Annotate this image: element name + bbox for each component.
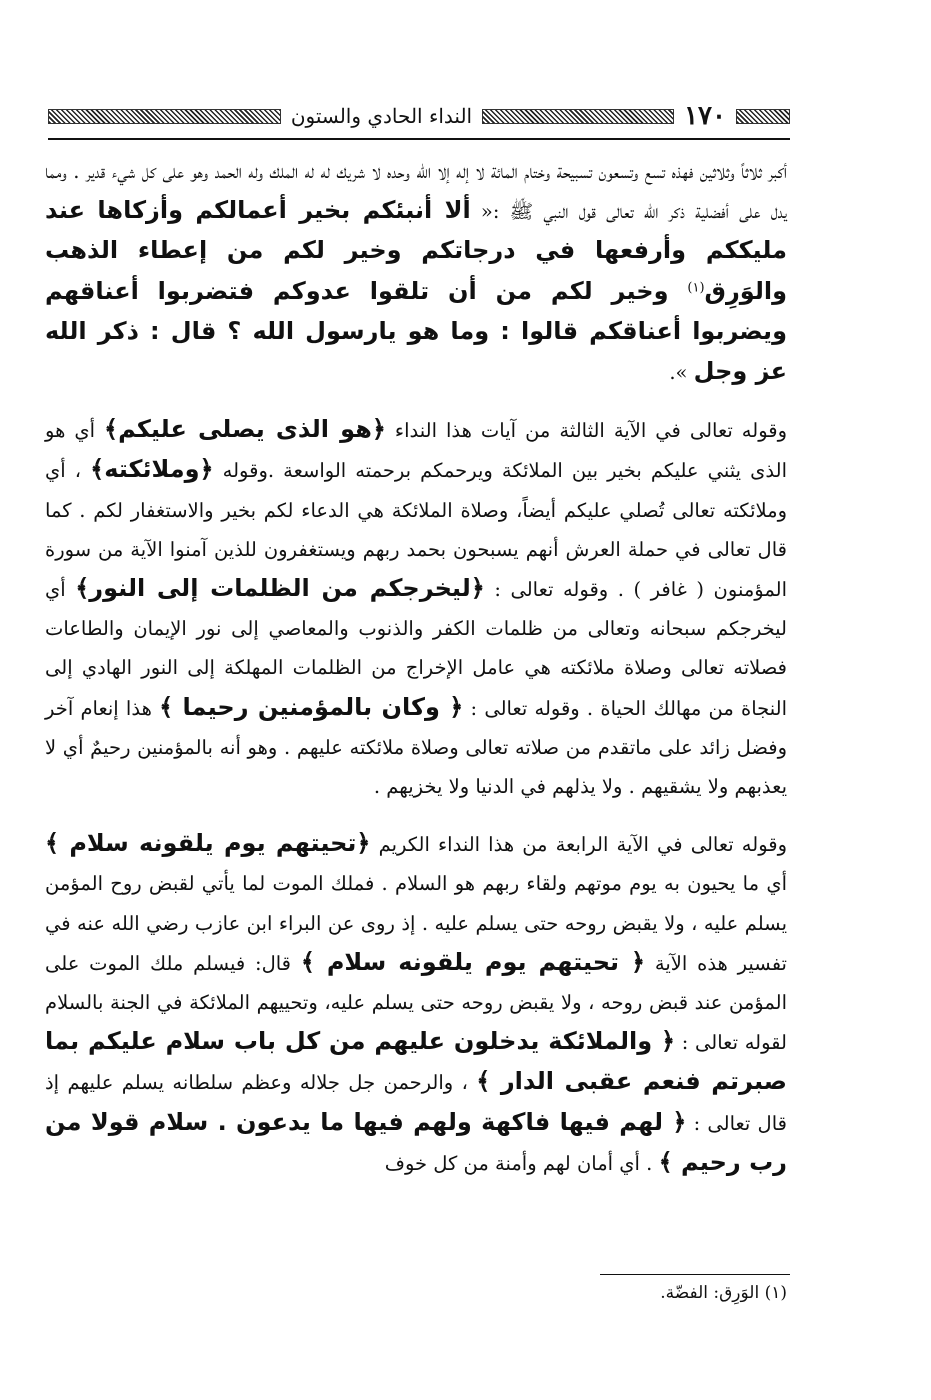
page-number: ١٧٠ bbox=[684, 101, 726, 131]
paragraph bbox=[45, 824, 787, 1183]
body-text-segment: . أي أمان لهم وأمنة من كل خوف bbox=[384, 1151, 659, 1175]
footnote: (١) الوَرِق: الفضّة. bbox=[660, 1283, 787, 1303]
quoted-text: ﴿ لهم فيها فاكهة ولهم فيها ما يدعون . سلام قولا من رب رحيم ﴾ bbox=[45, 1107, 787, 1176]
body-text-segment: ، والرحمن جل جلاله وعظم سلطانه يسلم عليهم إذ قال تعالى : bbox=[45, 1071, 787, 1135]
running-header bbox=[48, 98, 790, 134]
quoted-text: ﴿تحيتهم يوم يلقونه سلام ﴾ bbox=[45, 829, 371, 858]
quoted-text: وخير لكم من أن تلقوا عدوكم فتضربوا أعناقهم ويضربوا أعناقكم قالوا : وما هو يارسول الله ؟ قال : ذكر الله عز وجل bbox=[45, 276, 787, 386]
header-ornament-middle bbox=[482, 109, 674, 124]
quoted-text: ﴿هو الذى يصلى عليكم﴾ bbox=[104, 415, 386, 444]
header-rule bbox=[48, 138, 790, 140]
running-title: النداء الحادي والستون bbox=[290, 104, 473, 128]
body-text bbox=[45, 152, 787, 1183]
quoted-text: ﴿ليخرجكم من الظلمات إلى النور﴾ bbox=[75, 574, 485, 603]
paragraph bbox=[45, 152, 787, 392]
quoted-text: ﴿ والملائكة يدخلون عليهم من كل باب سلام عليكم بما صبرتم فنعم عقبى الدار ﴾ bbox=[45, 1027, 787, 1096]
quoted-text: ألا أنبئكم بخير أعمالكم وأزكاها عند مليككم وأرفعها في درجاتكم وخير لكم من إعطاء الذهب والوَرِق bbox=[45, 196, 787, 305]
body-text-segment: أي ليخرجكم سبحانه وتعالى من ظلمات الكفر والذنوب والمعاصي إلى نور الإيمان والطاعات فصلاته تعالى وصلاة ملائكته هي عامل الإخراج من الظلمات المهلكة إلى النور الهادي إلى النجاة من مهالك الحياة . وقوله تعالى : bbox=[45, 578, 788, 720]
body-text-segment: وقوله تعالى في الآية الرابعة من هذا النداء الكريم bbox=[370, 833, 788, 857]
body-text-segment: أكبر ثلاثاً وثلاثين فهذه تسع وتسعون تسبيحة وختام المائة لا إله إلا الله وحده لا شريك له له الملك وله الحمد وهو على كل شيء قدير . ومما يدل على أفضلية ذكر الله تعالى قول النبي ﷺ :« bbox=[45, 160, 787, 224]
body-text-segment: أي ما يحيون به يوم موتهم ولقاء ربهم هو السلام . فملك الموت لما يأتي لقبض روح المؤمن يسلم عليه ، ولا يقبض روحه حتى يسلم عليه . إذ روى عن البراء ابن عازب رضي الله عنه في تفسير هذه الآية bbox=[45, 872, 787, 975]
body-text-segment: هذا إنعام آخر وفضل زائد على ماتقدم من صلاته تعالى وصلاة ملائكته عليهم . وهو أنه بالمؤمنين رحيمٌ أي لا يعذبهم ولا يشقيهم . ولا يذلهم في الدنيا ولا يخزيهم . bbox=[45, 696, 787, 799]
quoted-text: ﴿ وكان بالمؤمنين رحيما ﴾ bbox=[159, 692, 464, 721]
body-text-segment: ، أي وملائكته تعالى تُصلي عليكم أيضاً، وصلاة الملائكة هي الدعاء لكم بخير والاستغفار لكم . كما قال تعالى في حملة العرش أنهم يسبحون بحمد ربهم ويستغفرون للذين آمنوا الآية من سورة المؤمنون ( غافر ) . وقوله تعالى : bbox=[45, 459, 787, 602]
header-ornament-left bbox=[48, 109, 281, 124]
quoted-text: ﴿ تحيتهم يوم يلقونه سلام ﴾ bbox=[300, 947, 646, 976]
body-text-segment: وقوله تعالى في الآية الثالثة من آيات هذا النداء bbox=[385, 419, 788, 443]
body-text-segment: ». bbox=[669, 361, 694, 385]
body-text-segment: قال: فيسلم ملك الموت على المؤمن عند قبض روحه ، ولا يقبض روحه حتى يسلم عليه، وتحييهم الملائكة في الجنة بالسلام لقوله تعالى : bbox=[45, 951, 787, 1055]
footnote-rule bbox=[600, 1274, 790, 1275]
body-text-segment: أي هو الذى يثني عليكم بخير بين الملائكة ويرحمكم برحمته الواسعة .وقوله bbox=[45, 419, 788, 483]
paragraph bbox=[45, 410, 787, 806]
footnote-marker: (١) bbox=[687, 280, 705, 296]
quoted-text: ﴿وملائكته﴾ bbox=[90, 455, 214, 484]
header-ornament-right bbox=[736, 109, 790, 124]
